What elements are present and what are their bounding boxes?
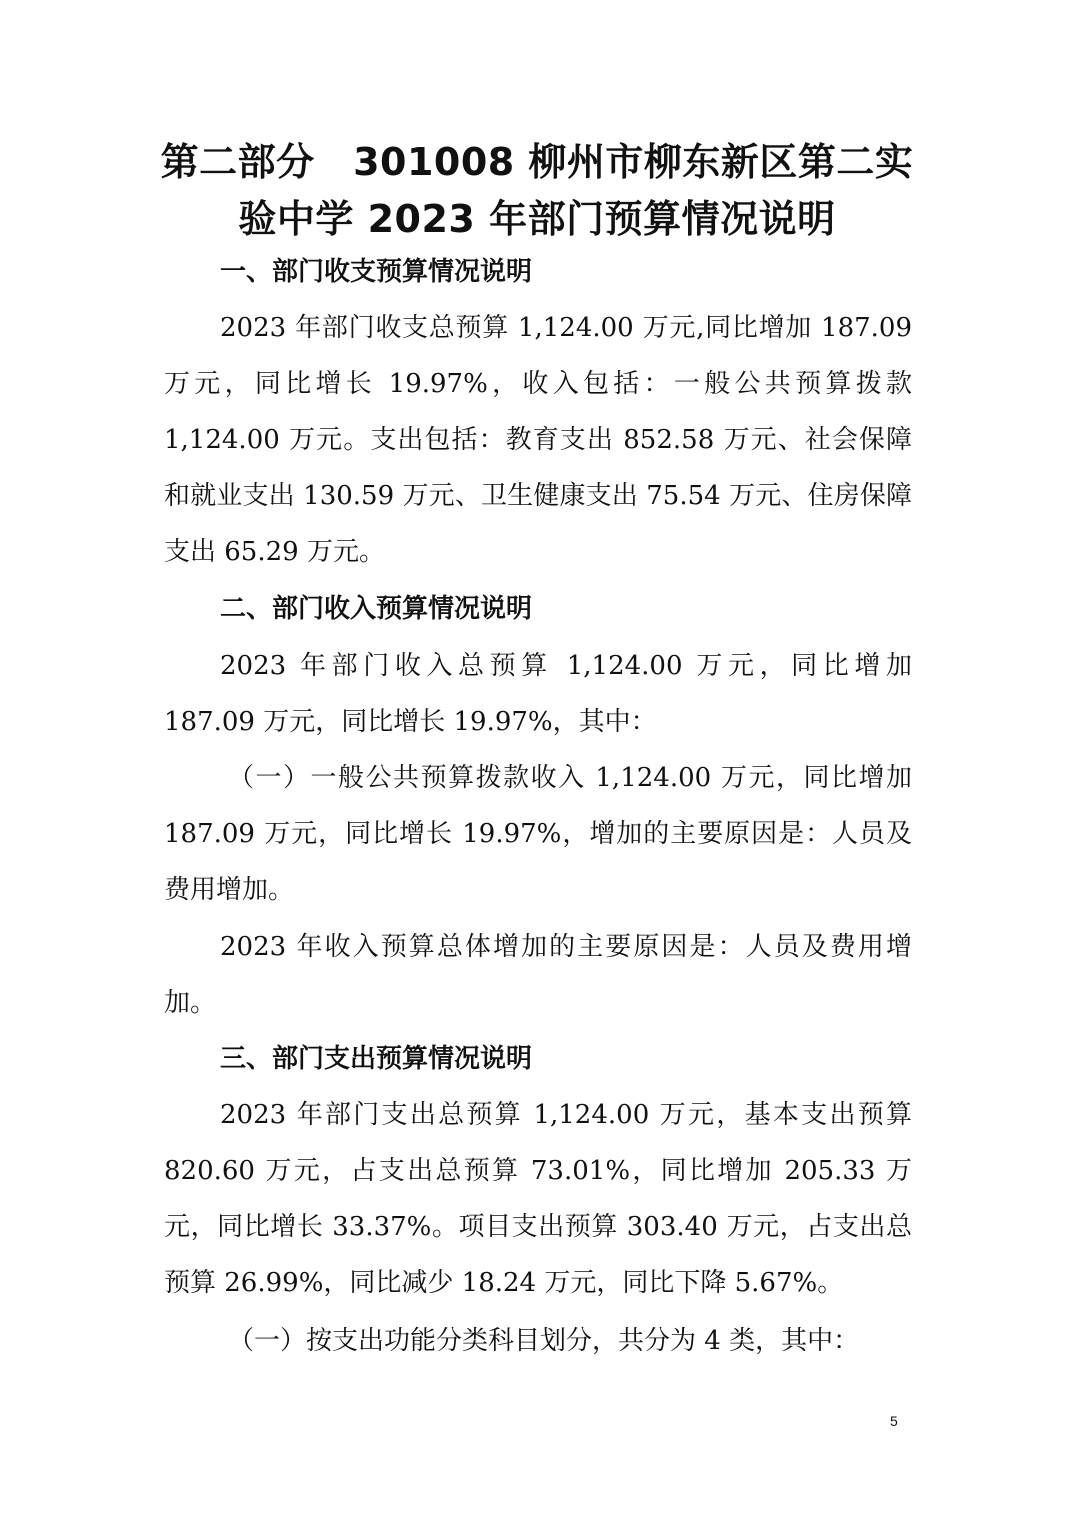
page-title <box>150 134 924 248</box>
paragraph-general-budget-income: （一）一般公共预算拨款收入 1,124.00 万元，同比增加 187.09 万元，同比增长 19.97%，增加的主要原因是：人员及费用增加。 <box>164 763 912 905</box>
paragraph-expense-by-function: （一）按支出功能分类科目划分，共分为 4 类，其中： <box>228 1326 860 1356</box>
section-heading-income: 二、部门收入预算情况说明 <box>220 594 533 624</box>
paragraph-income-increase-reason: 2023 年收入预算总体增加的主要原因是：人员及费用增加。 <box>164 932 912 1018</box>
title-line-1: 第二部分 301008 柳州市柳东新区第二实 <box>160 140 914 184</box>
page-number: 5 <box>890 1413 898 1429</box>
paragraph-income-expense-summary: 2023 年部门收支总预算 1,124.00 万元,同比增加 187.09 万元，同比增长 19.97%，收入包括：一般公共预算拨款 1,124.00 万元。支出包括：教育支出 852.58 万元、社会保障和就业支出 130.59 万元、卫生健康支出 75.54 万元、住房保障支出 65.29 万元。 <box>164 313 912 567</box>
section-heading-income-expense: 一、部门收支预算情况说明 <box>220 257 533 287</box>
paragraph-income-total: 2023 年部门收入总预算 1,124.00 万元，同比增加 187.09 万元，同比增长 19.97%，其中： <box>164 651 912 737</box>
title-line-2: 验中学 2023 年部门预算情况说明 <box>238 197 836 241</box>
paragraph-expense-total: 2023 年部门支出总预算 1,124.00 万元，基本支出预算 820.60 万元，占支出总预算 73.01%，同比增加 205.33 万元，同比增长 33.37%。项目支出预算 303.40 万元，占支出总预算 26.99%，同比减少 18.24 万元，同比下降 5.67%。 <box>164 1100 912 1298</box>
section-heading-expense: 三、部门支出预算情况说明 <box>220 1044 533 1074</box>
